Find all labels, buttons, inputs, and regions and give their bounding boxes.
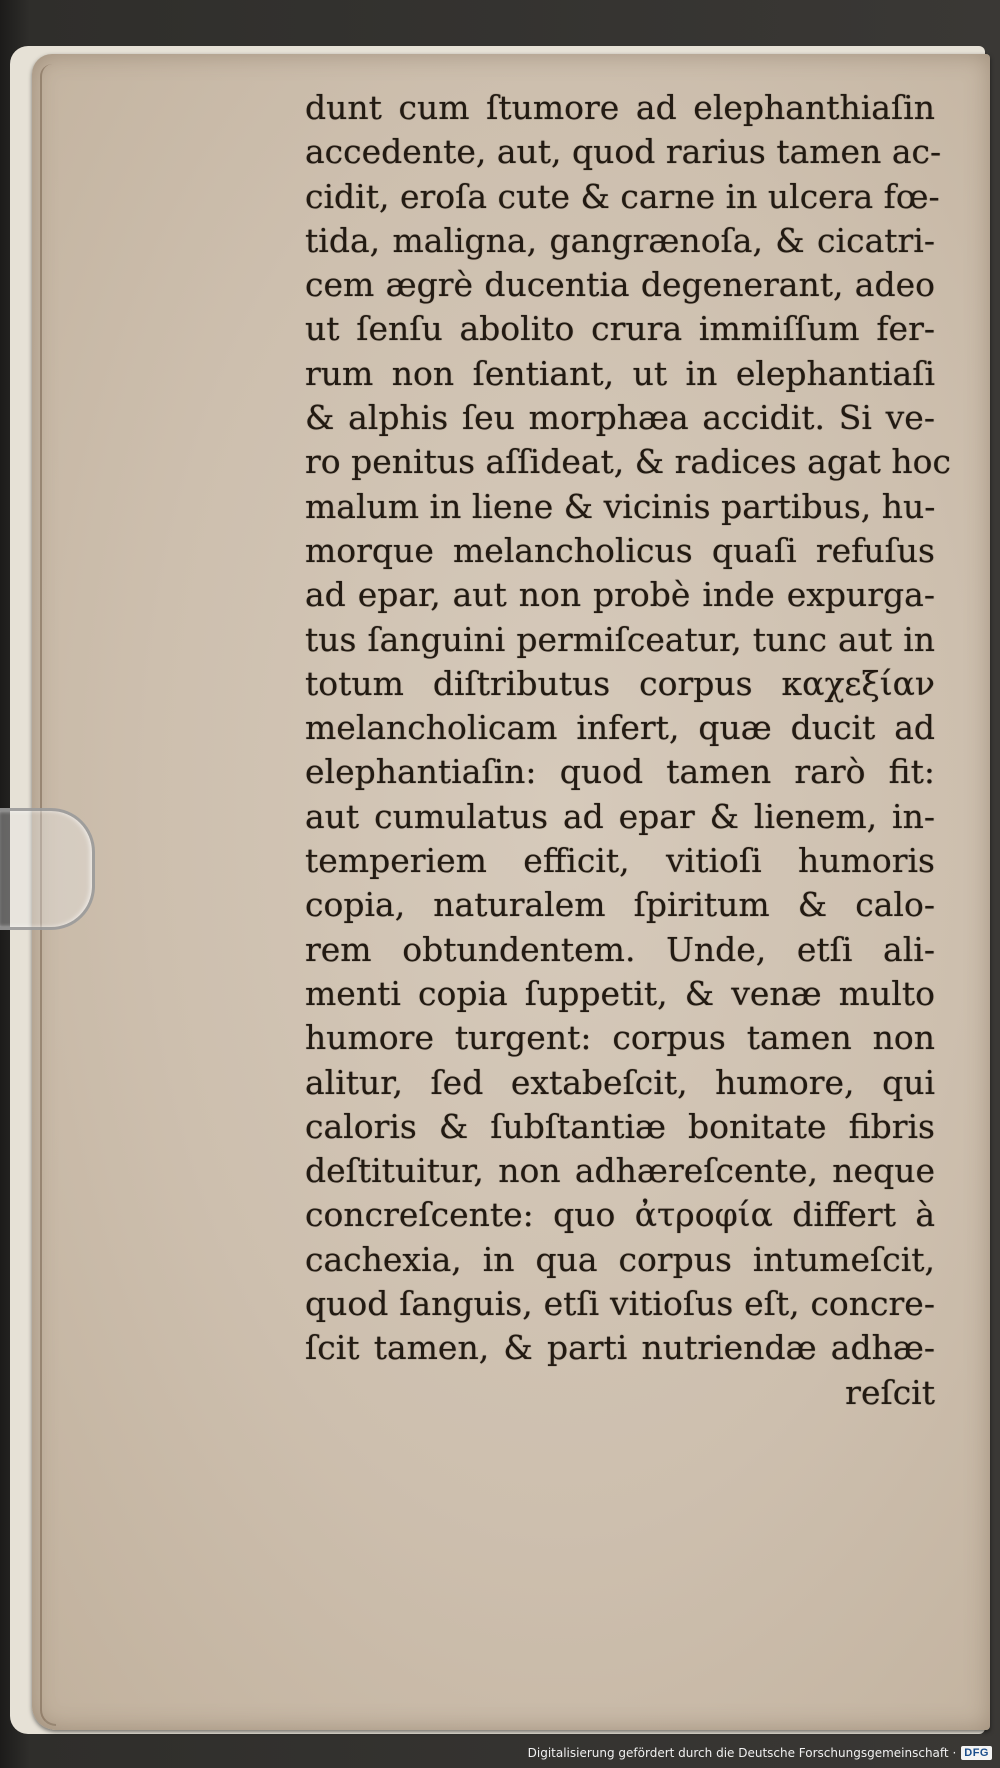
text-line: caloris & ſubſtantiæ bonitate fibris [305, 1106, 935, 1146]
page-clip [0, 808, 95, 930]
text-line: concreſcente: quo ἀτροφία differt à [305, 1195, 935, 1235]
text-line: ut ſenſu abolito crura immiſſum fer- [305, 309, 935, 349]
text-line: ro penitus aſſideat, & radices agat hoc [305, 442, 952, 482]
text-line: melancholicam infert, quæ ducit ad [305, 708, 935, 748]
text-line: rem obtundentem. Unde, etſi ali- [305, 929, 935, 969]
text-line: accedente, aut, quod rarius tamen ac- [305, 132, 942, 172]
text-line: & alphis ſeu morphæa accidit. Si ve- [305, 398, 935, 438]
text-line: copia, naturalem ſpiritum & calo- [305, 885, 935, 925]
text-line: rum non ſentiant, ut in elephantiaſi [305, 353, 935, 393]
page-text [305, 86, 952, 1415]
text-line: morque melancholicus quaſi refuſus [305, 530, 935, 570]
dfg-logo[interactable]: DFG [961, 1746, 992, 1760]
text-line: aut cumulatus ad epar & lienem, in- [305, 796, 935, 836]
text-line: cidit, eroſa cute & carne in ulcera fœ- [305, 176, 940, 216]
text-line: deſtituitur, non adhæreſcente, neque [305, 1151, 935, 1191]
text-line: tida, maligna, gangrænoſa, & cicatri- [305, 220, 935, 260]
text-line: ad epar, aut non probè inde expurga- [305, 575, 935, 615]
text-line: alitur, ſed extabeſcit, humore, qui [305, 1062, 935, 1102]
catchword: reſcit [845, 1372, 935, 1412]
text-line: menti copia ſuppetit, & venæ multo [305, 973, 935, 1013]
text-line: humore turgent: corpus tamen non [305, 1018, 935, 1058]
text-line: cachexia, in qua corpus intumeſcit, [305, 1239, 935, 1279]
text-line: cem ægrè ducentia degenerant, adeo [305, 265, 935, 305]
text-line: dunt cum ſtumore ad elephanthiaſin [305, 88, 935, 127]
text-line: ſcit tamen, & parti nutriendæ adhæ- [305, 1328, 935, 1368]
digitization-credit [528, 1742, 992, 1764]
text-line: temperiem efficit, vitioſi humoris [305, 841, 935, 881]
text-line: totum diſtributus corpus καχεξίαν [305, 663, 935, 703]
text-line: tus ſanguini permiſceatur, tunc aut in [305, 619, 935, 659]
text-line: quod ſanguis, etſi vitioſus eſt, concre- [305, 1284, 935, 1324]
text-line: malum in liene & vicinis partibus, hu- [305, 486, 936, 526]
text-line: elephantiaſin: quod tamen rarò fit: [305, 752, 935, 792]
credit-text: Digitalisierung gefördert durch die Deutsche Forschungsgemeinschaft · [527, 1746, 957, 1760]
